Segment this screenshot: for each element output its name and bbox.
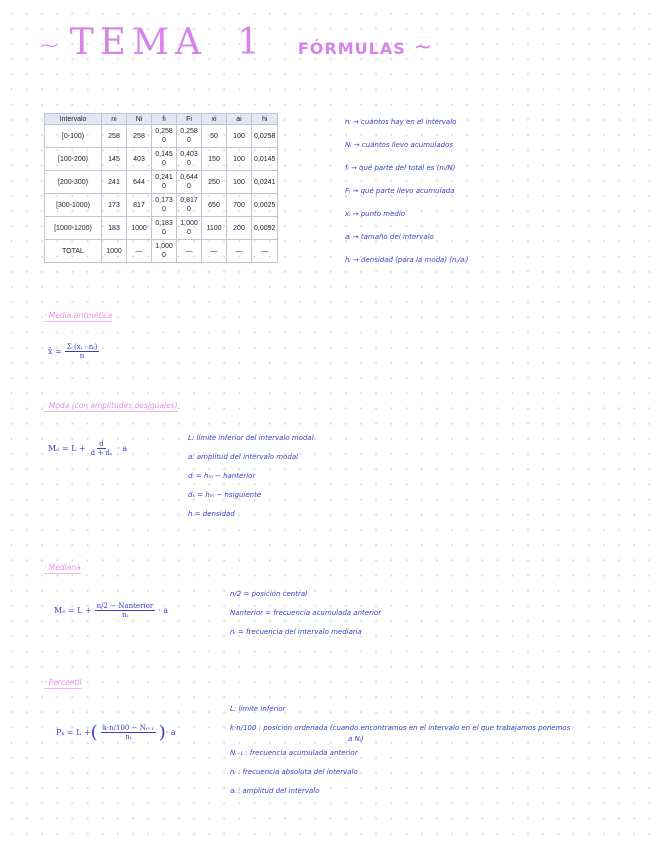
fraction-denominator: d + dₛ: [90, 449, 113, 457]
fraction-numerator: k·n/100 − Nᵢ₋₁: [102, 724, 154, 732]
table-header: ni: [102, 114, 127, 125]
section-heading-media: · Media aritmética: [44, 311, 113, 320]
title-sub: FÓRMULAS: [297, 39, 406, 58]
note-item: h = densidad: [188, 510, 235, 518]
formula-lhs: Mₒ = L +: [48, 444, 86, 453]
table-cell: [100-200): [45, 148, 102, 171]
table-cell: TOTAL: [45, 240, 102, 263]
table-cell: 183: [102, 217, 127, 240]
formula-media: [48, 343, 102, 360]
table-cell: 700: [227, 194, 252, 217]
table-row: [45, 217, 278, 240]
table-cell: 100: [227, 148, 252, 171]
table-cell: 258: [127, 125, 152, 148]
table-cell: 0,0025: [252, 194, 278, 217]
note-item: Nᵢ₋₁ : frecuencia acumulada anterior: [230, 749, 358, 757]
table-cell: 650: [202, 194, 227, 217]
formula-tail: · a: [117, 444, 128, 453]
note-item: n/2 = posición central: [230, 590, 308, 598]
table-row: [45, 171, 278, 194]
fraction-numerator: n/2 − Nanterior: [96, 602, 154, 610]
frequency-table: [44, 113, 278, 263]
table-cell: [0-100): [45, 125, 102, 148]
table-cell: [300-1000): [45, 194, 102, 217]
table-cell: 200: [227, 217, 252, 240]
table-header: Fi: [177, 114, 202, 125]
table-cell: —: [127, 240, 152, 263]
fraction-numerator: Σ (xᵢ · nᵢ): [66, 343, 98, 351]
table-row: [45, 194, 278, 217]
table-header: hi: [252, 114, 278, 125]
fraction: [101, 724, 156, 741]
table-cell: 0,183 0: [152, 217, 177, 240]
fraction-numerator: d: [99, 440, 104, 448]
table-cell: 0,644 0: [177, 171, 202, 194]
fraction-denominator: nᵢ: [125, 733, 132, 741]
table-cell: 100: [227, 171, 252, 194]
table-header: ai: [227, 114, 252, 125]
table-cell: —: [227, 240, 252, 263]
definition-item: Nᵢ → cuántos llevo acumulados: [345, 141, 453, 149]
formula-lhs: x̄ =: [48, 347, 62, 356]
table-cell: 0,258 0: [177, 125, 202, 148]
page-title: [38, 22, 432, 72]
table-cell: 0,145 0: [152, 148, 177, 171]
table-cell: —: [252, 240, 278, 263]
table-header-row: [45, 114, 278, 125]
note-item: aᵢ : amplitud del intervalo: [230, 787, 320, 795]
definitions-list: [345, 118, 468, 279]
fraction: [95, 602, 156, 619]
table-cell: 0,817 0: [177, 194, 202, 217]
note-item: L: límite inferior del intervalo modal: [188, 434, 314, 442]
table-cell: 173: [102, 194, 127, 217]
table-cell: 0,403 0: [177, 148, 202, 171]
note-item: a Nᵢ): [348, 735, 364, 743]
table-cell: 0,0241: [252, 171, 278, 194]
fraction-denominator: nᵢ: [121, 611, 128, 619]
table-cell: 1,000 0: [152, 240, 177, 263]
table-row: [45, 148, 278, 171]
table-cell: 1100: [202, 217, 227, 240]
table-cell: [1000-1200): [45, 217, 102, 240]
table-cell: [200-300): [45, 171, 102, 194]
note-item: Nanterior = frecuencia acumulada anterior: [230, 609, 382, 617]
table-header: fi: [152, 114, 177, 125]
table-cell: 258: [102, 125, 127, 148]
definition-item: nᵢ → cuántos hay en el intervalo: [345, 118, 457, 126]
formula-mediana: [54, 602, 168, 619]
note-item: a: amplitud del intervalo modal: [188, 453, 299, 461]
table-cell: 403: [127, 148, 152, 171]
note-item: dₛ = hₘ − hsiguiente: [188, 491, 262, 499]
title-number: 1: [236, 22, 260, 63]
table-cell: 150: [202, 148, 227, 171]
table-cell: 0,0092: [252, 217, 278, 240]
table-cell: 0,258 0: [152, 125, 177, 148]
title-main: TEMA: [69, 22, 207, 63]
definition-item: Fᵢ → qué parte llevo acumulada: [345, 187, 455, 195]
table-header: Intervalo: [45, 114, 102, 125]
table-cell: 50: [202, 125, 227, 148]
formula-tail: · a: [165, 728, 176, 737]
definition-item: hᵢ → densidad (para la moda) (nᵢ/aᵢ): [345, 256, 469, 264]
title-dash: ~: [38, 31, 60, 61]
table-cell: 817: [127, 194, 152, 217]
section-heading-mediana: · Mediana: [44, 563, 81, 572]
table-cell: 0,241 0: [152, 171, 177, 194]
table-cell: 241: [102, 171, 127, 194]
paren-close: ): [158, 722, 166, 743]
fraction-denominator: n: [79, 352, 85, 360]
moda-notes: [188, 434, 314, 529]
table-cell: —: [202, 240, 227, 263]
formula-lhs: Pₖ = L +: [56, 728, 91, 737]
table-header: xi: [202, 114, 227, 125]
fraction: [65, 343, 100, 360]
table-cell: 100: [227, 125, 252, 148]
table-cell: —: [177, 240, 202, 263]
table-row: [45, 240, 278, 263]
formula-tail: · a: [158, 606, 169, 615]
note-item: nᵢ : frecuencia absoluta del intervalo: [230, 768, 358, 776]
table-cell: 0,0145: [252, 148, 278, 171]
definition-item: aᵢ → tamaño del intervalo: [345, 233, 434, 241]
table-cell: 250: [202, 171, 227, 194]
table-cell: 0,0258: [252, 125, 278, 148]
note-item: nᵢ = frecuencia del intervalo mediana: [230, 628, 362, 636]
definition-item: fᵢ → qué parte del total es (nᵢ/N): [345, 164, 456, 172]
title-tail: ~: [413, 35, 433, 60]
formula-percentil: [56, 722, 176, 743]
table-cell: 644: [127, 171, 152, 194]
paren-open: (: [90, 722, 98, 743]
note-item: L: límite inferior: [230, 705, 286, 713]
table-cell: 145: [102, 148, 127, 171]
table-cell: 0,173 0: [152, 194, 177, 217]
note-item: dᵢ = hₘ − hanterior: [188, 472, 256, 480]
mediana-notes: [230, 590, 381, 647]
percentil-notes: [230, 705, 570, 806]
table-header: Ni: [127, 114, 152, 125]
table-cell: 1,000 0: [177, 217, 202, 240]
table-cell: 1000: [102, 240, 127, 263]
fraction: [89, 440, 115, 457]
table-cell: 1000: [127, 217, 152, 240]
note-item: k·n/100 : posición ordenada (cuando encontramos en el intervalo en el que trabajamos ponemos: [230, 724, 571, 732]
table-row: [45, 125, 278, 148]
section-heading-moda: · Moda (con amplitudes desiguales): [44, 401, 178, 410]
table-body: [45, 125, 278, 263]
formula-moda: [48, 440, 127, 457]
definition-item: xᵢ → punto medio: [345, 210, 406, 218]
section-heading-percentil: · Percentil: [44, 678, 82, 687]
formula-lhs: Mₑ = L +: [54, 606, 92, 615]
